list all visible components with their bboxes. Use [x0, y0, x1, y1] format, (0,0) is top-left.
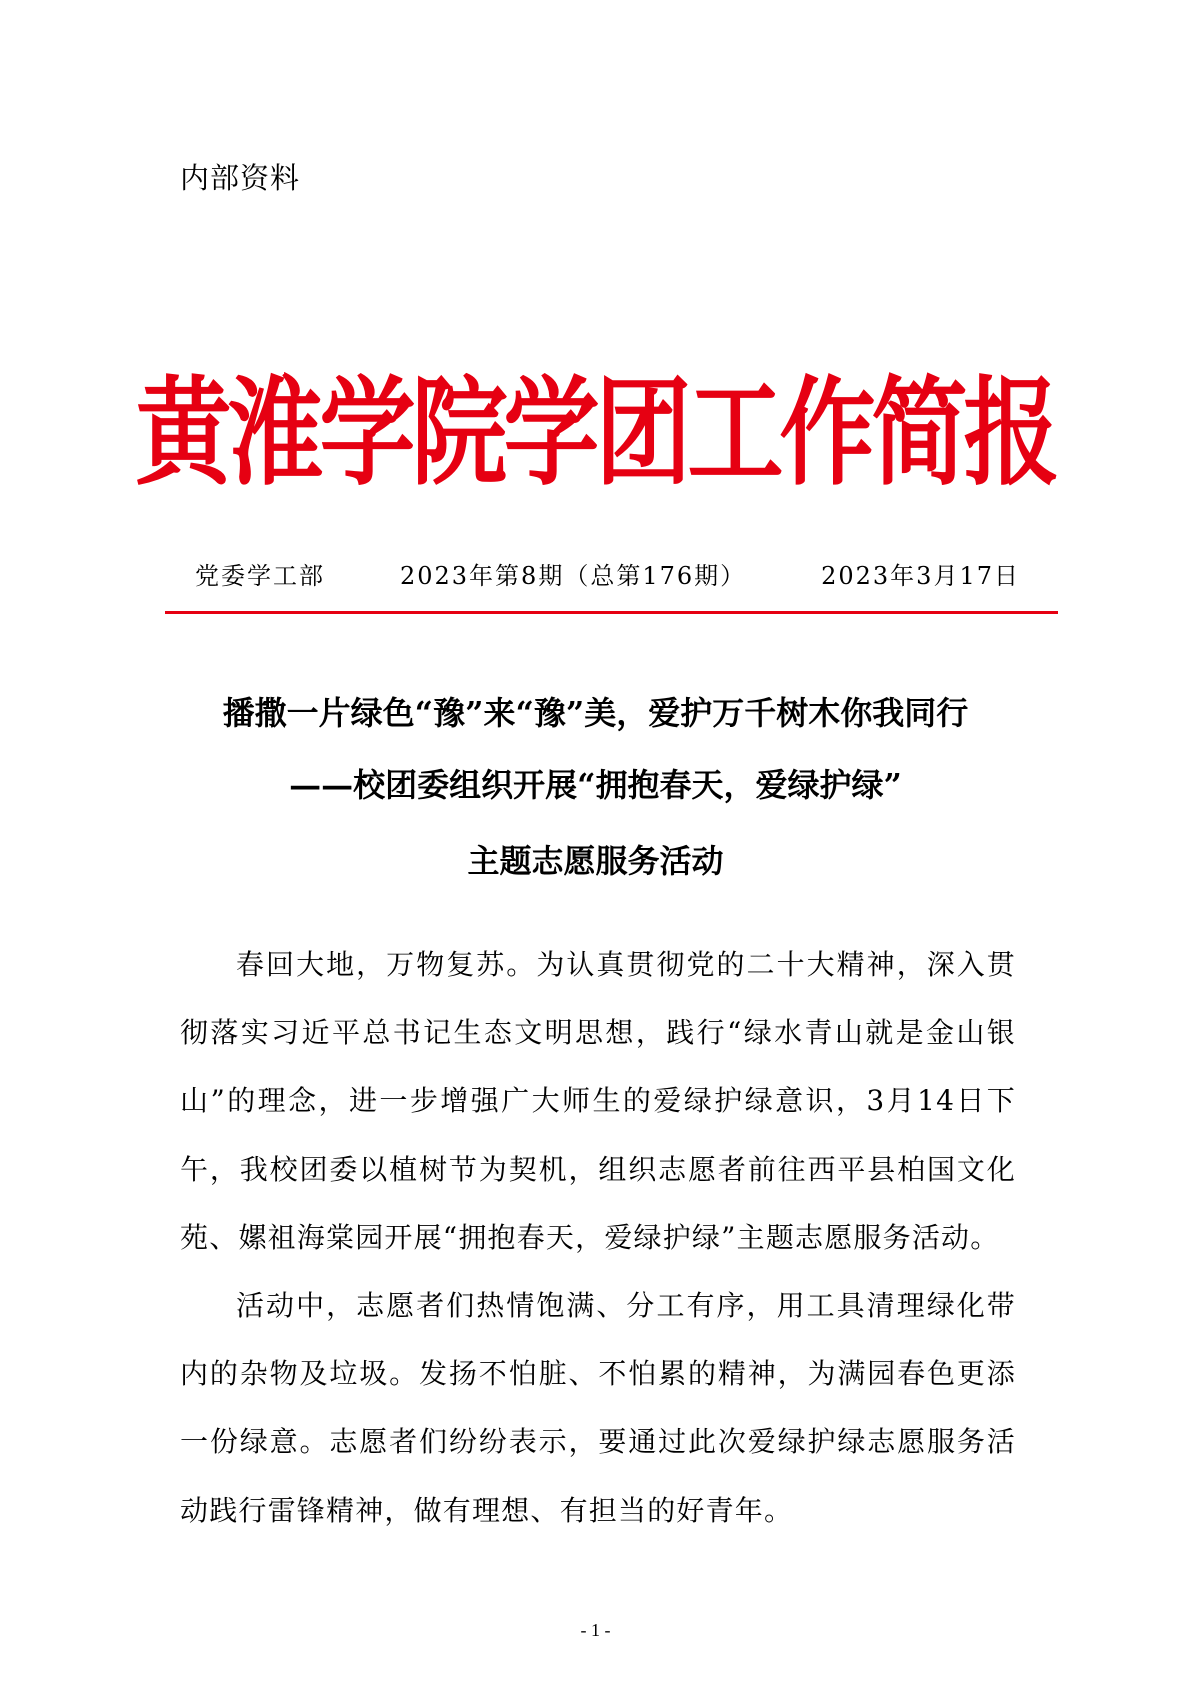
- article-body: [180, 931, 1016, 1545]
- issuing-department: 党委学工部: [195, 562, 325, 590]
- article-paragraph: 春回大地，万物复苏。为认真贯彻党的二十大精神，深入贯彻落实习近平总书记生态文明思想，践行“绿水青山就是金山银山”的理念，进一步增强广大师生的爱绿护绿意识，3月14日下午，我校团委以植树节为契机，组织志愿者前往西平县柏国文化苑、嫘祖海棠园开展“拥抱春天，爱绿护绿”主题志愿服务活动。: [180, 948, 1016, 1254]
- issue-date: 2023年3月17日: [821, 562, 1020, 590]
- page-number: - 1 -: [580, 1620, 611, 1640]
- issue-number: 2023年第8期（总第176期）: [399, 562, 747, 590]
- article-subheadline-continued: 主题志愿服务活动: [467, 842, 724, 880]
- article-subheadline: ——校团委组织开展“拥抱春天，爱绿护绿”: [289, 766, 902, 804]
- article-paragraph: 活动中，志愿者们热情饱满、分工有序，用工具清理绿化带内的杂物及垃圾。发扬不怕脏、不怕累的精神，为满园春色更添一份绿意。志愿者们纷纷表示，要通过此次爱绿护绿志愿服务活动践行雷锋精神，做有理想、有担当的好青年。: [180, 1289, 1016, 1527]
- red-divider-rule: [165, 611, 1058, 614]
- article-headline: 播撒一片绿色“豫”来“豫”美，爱护万千树木你我同行: [222, 694, 969, 732]
- issue-info-line: [195, 556, 1020, 591]
- internal-material-label: 内部资料: [180, 161, 301, 195]
- masthead-title: 黄淮学院学团工作简报: [135, 363, 1056, 502]
